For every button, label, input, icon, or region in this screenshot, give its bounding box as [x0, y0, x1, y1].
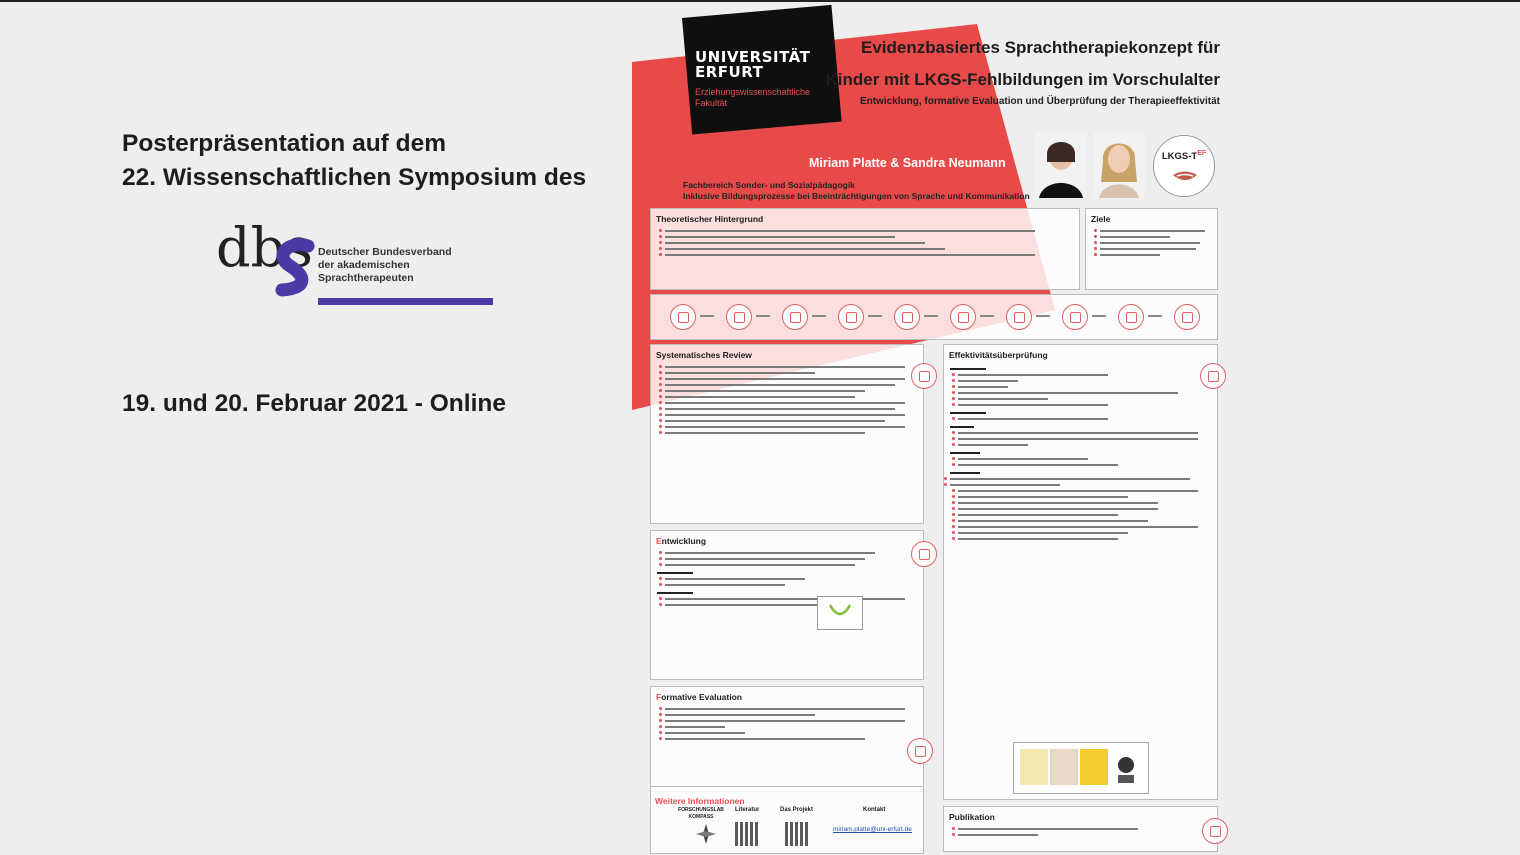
background-box — [650, 208, 1080, 290]
faculty-name — [695, 87, 810, 109]
dbs-line-1: Deutscher Bundesverband — [318, 246, 452, 258]
text-line — [665, 366, 905, 368]
arrow-icon — [1036, 315, 1050, 317]
house-icon — [1006, 304, 1032, 330]
text-line — [665, 390, 865, 392]
dbs-line-2: der akademischen — [318, 259, 410, 271]
text-line — [958, 374, 1108, 376]
text-line — [665, 372, 815, 374]
subheading-line — [950, 368, 986, 370]
chart-icon — [1118, 304, 1144, 330]
books-icon — [670, 304, 696, 330]
text-line — [958, 538, 1118, 540]
department-line-2: Inklusive Bildungsprozesse bei Beeinträchtigungen von Sprache und Kommunikation — [683, 191, 1030, 201]
formative-box — [650, 686, 924, 792]
text-line — [958, 386, 1008, 388]
text-line — [665, 738, 865, 740]
dbs-line-3: Sprachtherapeuten — [318, 272, 414, 284]
cycle-icon — [911, 541, 937, 567]
open-book-icon — [1202, 818, 1228, 844]
text-line — [958, 514, 1118, 516]
document-icon — [782, 304, 808, 330]
text-line — [665, 732, 745, 734]
university-name — [695, 50, 810, 80]
efficacy-heading: Effektivitätsüberprüfung — [949, 350, 1048, 360]
text-line — [665, 584, 785, 586]
text-line — [958, 444, 1028, 446]
text-line — [950, 478, 1190, 480]
text-line — [665, 558, 865, 560]
publication-box — [943, 806, 1218, 852]
text-line — [1100, 254, 1160, 256]
text-line — [665, 714, 815, 716]
text-line — [665, 384, 895, 386]
thumbnail-3 — [1080, 749, 1108, 785]
subheading-line — [657, 592, 693, 594]
text-line — [665, 242, 925, 244]
text-line — [958, 438, 1198, 440]
text-line — [665, 426, 905, 428]
poster-authors: Miriam Platte & Sandra Neumann — [809, 156, 1006, 170]
books-icon — [911, 363, 937, 389]
text-line — [665, 552, 875, 554]
text-line — [1100, 248, 1196, 250]
department-line-1: Fachbereich Sonder- und Sozialpädagogik — [683, 180, 855, 190]
contact-label: Kontakt — [863, 807, 886, 813]
thumbnail-4 — [1112, 749, 1140, 785]
text-line — [958, 496, 1128, 498]
scope-image — [817, 596, 863, 630]
slide-title-line-1: Posterpräsentation auf dem — [122, 130, 447, 157]
arrow-icon — [980, 315, 994, 317]
text-line — [958, 458, 1088, 460]
document-icon — [907, 738, 933, 764]
text-line — [665, 604, 835, 606]
development-box — [650, 530, 924, 680]
text-line — [1100, 236, 1170, 238]
subheading-line — [950, 412, 986, 414]
lkgs-t-label — [1154, 150, 1214, 162]
poster-title-line-2: Kinder mit LKGS-Fehlbildungen im Vorschulalter — [825, 70, 1220, 89]
open-book-icon — [1174, 304, 1200, 330]
text-line — [958, 502, 1158, 504]
text-line — [950, 484, 1060, 486]
arrow-icon — [1092, 315, 1106, 317]
text-line — [958, 490, 1198, 492]
mouth-icon — [1172, 170, 1198, 184]
university-name-line-2: ERFURT — [695, 63, 764, 81]
poster-title-line-1: Evidenzbasiertes Sprachtherapiekonzept für — [861, 38, 1220, 57]
compass-icon — [695, 823, 717, 845]
subheading-line — [657, 572, 693, 574]
review-box — [650, 344, 924, 524]
text-line — [958, 398, 1048, 400]
lkgs-t-badge — [1153, 135, 1215, 197]
text-line — [958, 380, 1018, 382]
department — [683, 180, 1030, 202]
faculty-line-2: Fakultät — [695, 98, 728, 108]
goals-heading: Ziele — [1091, 214, 1111, 224]
author-photo-2 — [1093, 132, 1145, 198]
text-line — [665, 420, 885, 422]
thumbnail-2 — [1050, 749, 1078, 785]
cycle-icon — [726, 304, 752, 330]
slide-title — [122, 127, 586, 195]
dbs-logo-letters: dbs — [216, 218, 313, 279]
text-line — [958, 432, 1198, 434]
event-date: 19. und 20. Februar 2021 - Online — [122, 390, 506, 417]
faculty-line-1: Erziehungswissenschaftliche — [695, 87, 811, 97]
text-line — [665, 564, 855, 566]
arrow-icon — [1148, 315, 1162, 317]
review-heading: Systematisches Review — [656, 350, 752, 360]
text-line — [958, 520, 1148, 522]
assessment-thumbnails — [1013, 742, 1149, 794]
text-line — [958, 508, 1158, 510]
publication-heading: Publikation — [949, 812, 995, 822]
text-line — [958, 526, 1198, 528]
text-line — [665, 414, 905, 416]
poster — [625, 10, 1230, 855]
text-line — [665, 236, 895, 238]
text-line — [958, 404, 1108, 406]
text-line — [665, 230, 1035, 232]
top-border — [0, 0, 1520, 2]
person-2-icon — [1093, 132, 1145, 198]
subheading-line — [950, 452, 980, 454]
arrow-icon — [868, 315, 882, 317]
text-line — [1100, 242, 1200, 244]
efficacy-box — [943, 344, 1218, 800]
text-line — [665, 248, 945, 250]
text-line — [665, 708, 905, 710]
literature-label: Literatur — [735, 807, 760, 813]
text-line — [665, 578, 805, 580]
group-icon — [950, 304, 976, 330]
text-line — [665, 408, 895, 410]
subheading-line — [950, 472, 980, 474]
text-line — [665, 378, 905, 380]
person-1-icon — [1035, 132, 1087, 198]
arrow-icon — [756, 315, 770, 317]
text-line — [958, 464, 1118, 466]
arrow-icon — [924, 315, 938, 317]
arrow-icon — [700, 315, 714, 317]
text-line — [665, 720, 905, 722]
process-steps — [650, 299, 1210, 335]
text-line — [1100, 230, 1205, 232]
more-info-heading: Weitere Informationen — [655, 796, 745, 806]
project-qr-code[interactable] — [785, 822, 809, 846]
arrow-icon — [812, 315, 826, 317]
magnifier-icon — [894, 304, 920, 330]
text-line — [958, 532, 1128, 534]
text-line — [665, 432, 865, 434]
dbs-logo-text — [318, 246, 452, 285]
text-line — [665, 726, 725, 728]
slide-title-line-2: 22. Wissenschaftlichen Symposium des — [122, 164, 587, 191]
goals-box — [1085, 208, 1218, 290]
text-line — [958, 828, 1138, 830]
text-line — [665, 598, 905, 600]
author-photo-1 — [1035, 132, 1087, 198]
magnifier-icon — [1200, 363, 1226, 389]
chat-icon — [1062, 304, 1088, 330]
text-line — [958, 418, 1108, 420]
project-label: Das Projekt — [780, 807, 814, 813]
text-line — [958, 392, 1178, 394]
university-name-line-1: UNIVERSITÄT — [695, 48, 811, 66]
compass-label: FORSCHUNGSLAB KOMPASS — [678, 807, 724, 820]
literature-qr-code[interactable] — [735, 822, 759, 846]
subheading-line — [950, 426, 974, 428]
poster-subtitle: Entwicklung, formative Evaluation und Überprüfung der Therapieeffektivität — [859, 96, 1220, 107]
formative-heading: Formative Evaluation — [656, 692, 742, 702]
lkgs-t-text: LKGS-T — [1161, 151, 1198, 163]
contact-email-link[interactable]: miriam.platte@uni-erfurt.de — [833, 826, 912, 833]
infinity-icon — [838, 304, 864, 330]
thumbnail-1 — [1020, 749, 1048, 785]
text-line — [958, 834, 1038, 836]
text-line — [665, 396, 855, 398]
text-line — [665, 254, 1035, 256]
dbs-logo-underline — [318, 298, 493, 305]
background-heading: Theoretischer Hintergrund — [656, 214, 764, 224]
lkgs-t-sup: EF — [1197, 150, 1207, 157]
development-heading: Entwicklung — [656, 536, 707, 546]
text-line — [665, 402, 905, 404]
